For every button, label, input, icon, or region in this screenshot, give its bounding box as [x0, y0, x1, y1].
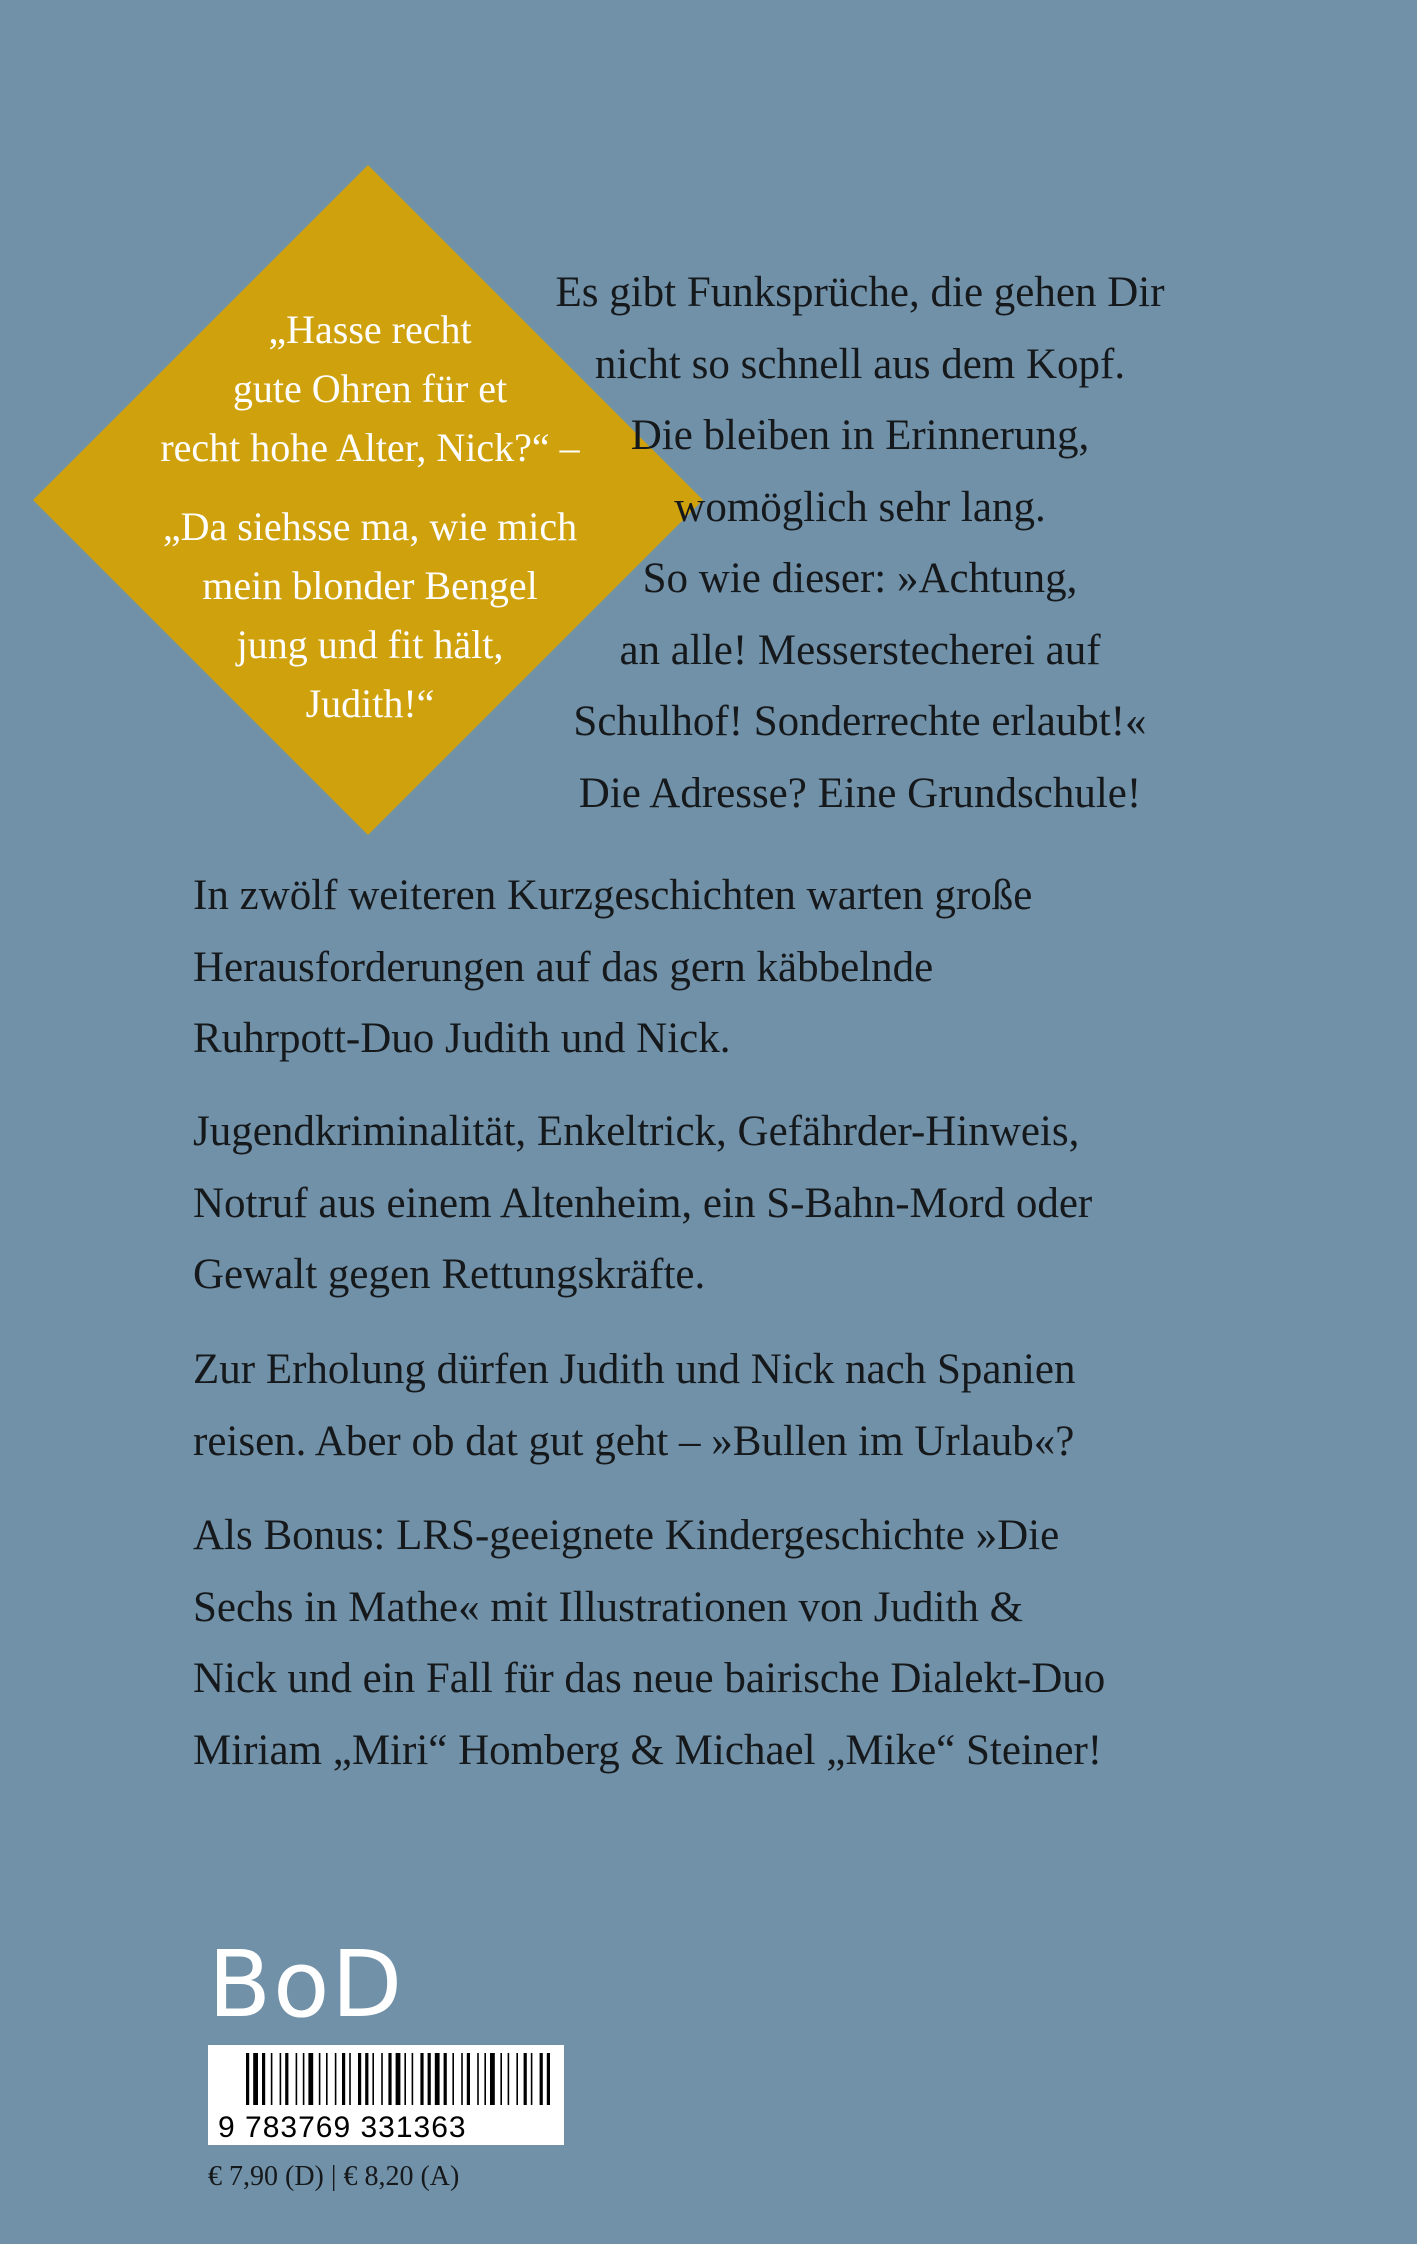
barcode-bar: [540, 2053, 543, 2105]
intro-line: So wie dieser: »Achtung,: [642, 555, 1078, 602]
quote-line: „Da siehsse ma, wie mich: [162, 504, 578, 549]
blurb-line: Gewalt gegen Rettungskräfte.: [193, 1251, 706, 1298]
barcode-bar: [404, 2053, 406, 2105]
barcode-bar: [428, 2053, 431, 2105]
barcode-bar: [335, 2053, 337, 2105]
barcode-bar: [452, 2053, 454, 2105]
barcode-bar: [296, 2053, 298, 2105]
barcode-bar: [349, 2053, 351, 2105]
publisher-logo: BoD: [208, 1931, 405, 2038]
blurb-line: In zwölf weiteren Kurzgeschichten warten große: [193, 872, 1033, 919]
blurb-line: reisen. Aber ob dat gut geht – »Bullen im Urlaub«?: [193, 1417, 1075, 1465]
barcode-bar: [547, 2053, 550, 2105]
barcode-bar: [435, 2053, 440, 2105]
barcode-bar: [444, 2053, 447, 2105]
barcode-bar: [467, 2053, 470, 2105]
barcode-bar: [396, 2053, 401, 2105]
barcode-bar: [412, 2053, 414, 2105]
barcode-bar: [420, 2053, 423, 2105]
intro-line: Die bleiben in Erinnerung,: [630, 412, 1090, 459]
barcode-bar: [246, 2053, 249, 2105]
intro-line: Die Adresse? Eine Grundschule!: [578, 769, 1142, 817]
blurb-line: Zur Erholung dürfen Judith und Nick nach Spanien: [193, 1346, 1076, 1393]
barcode-bar: [388, 2053, 391, 2105]
barcode-bar: [303, 2053, 305, 2105]
intro-line: an alle! Messerstecherei auf: [619, 626, 1101, 674]
blurb-line: Notruf aus einem Altenheim, ein S-Bahn-Mord oder: [193, 1179, 1093, 1227]
blurb-paragraph-2: [193, 1096, 1253, 1311]
barcode-bar: [253, 2053, 258, 2105]
quote-line: „Hasse recht: [268, 307, 472, 352]
barcode-bar: [531, 2053, 533, 2105]
barcode-bar: [319, 2053, 321, 2105]
barcode-bar: [484, 2053, 486, 2105]
barcode-bar: [342, 2053, 345, 2105]
quote-line: recht hohe Alter, Nick?“ –: [160, 425, 580, 470]
blurb-line: Sechs in Mathe« mit Illustrationen von Judith &: [193, 1583, 1024, 1631]
intro-line: womöglich sehr lang.: [674, 483, 1046, 531]
blurb-line: Nick und ein Fall für das neue bairische Dialekt-Duo: [193, 1655, 1106, 1702]
barcode-bar: [271, 2053, 273, 2105]
intro-line: Schulhof! Sonderrechte erlaubt!«: [573, 698, 1147, 745]
barcode-bar: [516, 2053, 518, 2105]
barcode-bar: [358, 2053, 361, 2105]
barcode-bar: [500, 2053, 502, 2105]
quote-line: Judith!“: [305, 681, 435, 726]
blurb-paragraph-4: [193, 1500, 1253, 1786]
blurb-paragraph-3: [193, 1334, 1253, 1477]
intro-line: Es gibt Funksprüche, die gehen Dir: [555, 269, 1165, 316]
intro-text: [480, 257, 1240, 829]
blurb-line: Herausforderungen auf das gern käbbelnde: [193, 943, 934, 991]
quote-line: mein blonder Bengel: [202, 563, 538, 608]
intro-line: nicht so schnell aus dem Kopf.: [594, 340, 1126, 388]
barcode-bar: [490, 2053, 495, 2105]
barcode-bar: [381, 2053, 383, 2105]
barcode-digits: 9 783769 331363: [218, 2111, 467, 2144]
price-label: € 7,90 (D) | € 8,20 (A): [208, 2161, 460, 2192]
quote-line: jung und fit hält,: [236, 622, 504, 667]
quote-line: gute Ohren für et: [232, 366, 508, 411]
barcode-bar: [477, 2053, 479, 2105]
blurb-line: Miriam „Miri“ Homberg & Michael „Mike“ Steiner!: [193, 1726, 1103, 1774]
blurb-paragraph-1: [193, 860, 1253, 1075]
barcode-bar: [524, 2053, 527, 2105]
barcode-bar: [326, 2053, 328, 2105]
blurb-line: Ruhrpott-Duo Judith und Nick.: [193, 1015, 731, 1062]
barcode-bar: [508, 2053, 510, 2105]
isbn-barcode: [208, 2045, 564, 2145]
barcode-bar: [285, 2053, 288, 2105]
blurb-line: Jugendkriminalität, Enkeltrick, Gefährder-Hinweis,: [193, 1108, 1080, 1155]
barcode-bar: [372, 2053, 374, 2105]
barcode-bar: [280, 2053, 282, 2105]
barcode-bar: [308, 2053, 313, 2105]
barcode-bar: [461, 2053, 463, 2105]
barcode-bar: [262, 2053, 265, 2105]
barcode-bar: [365, 2053, 368, 2105]
blurb-line: Als Bonus: LRS-geeignete Kindergeschichte »Die: [193, 1512, 1060, 1559]
